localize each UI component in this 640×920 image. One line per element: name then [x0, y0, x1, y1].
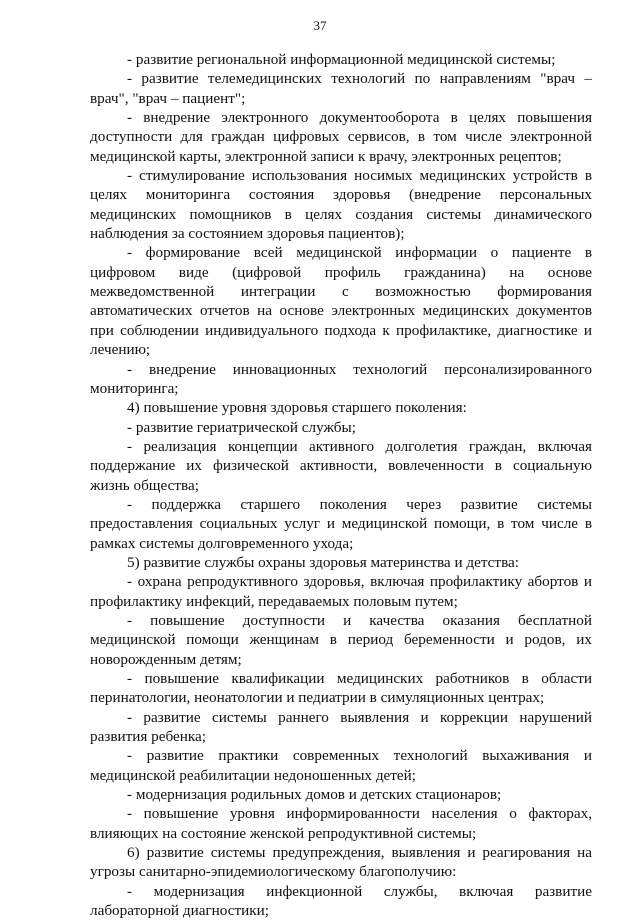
paragraph: - реализация концепции активного долголетия граждан, включая поддержание их физической активности, вовлеченности в социальную жизнь общества;	[90, 437, 592, 494]
paragraph: - развитие практики современных технологий выхаживания и медицинской реабилитации недоношенных детей;	[90, 747, 592, 784]
paragraph: - внедрение электронного документооборота в целях повышения доступности для граждан цифровых сервисов, в том числе электронной медицинской карты, электронной записи к врачу, электронных рецептов;	[90, 109, 592, 165]
paragraph: - стимулирование использования носимых медицинских устройств в целях мониторинга состояния здоровья (внедрение персональных медицинских помощников в целях создания системы динамического наблюдения за состоянием здоровья пациентов);	[90, 167, 592, 243]
paragraph: - развитие системы раннего выявления и коррекции нарушений развития ребенка;	[90, 708, 592, 746]
paragraph: - повышение доступности и качества оказания бесплатной медицинской помощи женщинам в период беременности и родов, их новорожденным детям;	[90, 611, 592, 668]
paragraph: - внедрение инновационных технологий персонализированного мониторинга;	[90, 360, 592, 397]
section-heading: 6) развитие системы предупреждения, выявления и реагирования на угрозы санитарно-эпидемиологическому благополучию:	[90, 844, 592, 881]
paragraph: - модернизация родильных домов и детских стационаров;	[127, 786, 502, 804]
section-heading: 4) повышение уровня здоровья старшего поколения:	[127, 399, 467, 417]
paragraph: - развитие гериатрической службы;	[127, 418, 356, 436]
page-number: 37	[313, 18, 327, 33]
paragraph: - развитие региональной информационной медицинской системы;	[127, 51, 556, 68]
section-heading: 5) развитие службы охраны здоровья материнства и детства:	[127, 553, 519, 571]
paragraph: - формирование всей медицинской информации о пациенте в цифровом виде (цифровой профиль гражданина) на основе межведомственной интеграции с возможностью формирования автоматических отчетов на основе электронных медицинских документов при соблюдении индивидуального подхода к профилактике, диагностике и лечению;	[90, 244, 592, 359]
paragraph: - модернизация инфекционной службы, включая развитие лабораторной диагностики;	[90, 882, 592, 920]
paragraph: - повышение квалификации медицинских работников в области перинатологии, неонатологии и педиатрии в симуляционных центрах;	[90, 670, 592, 707]
paragraph: - поддержка старшего поколения через развитие системы предоставления социальных услуг и медицинской помощи, в том числе в рамках системы долговременного ухода;	[90, 495, 592, 552]
paragraph: - развитие телемедицинских технологий по направлениям "врач – врач", "врач – пациент";	[90, 70, 592, 107]
paragraph: - повышение уровня информированности населения о факторах, влияющих на состояние женской репродуктивной системы;	[90, 805, 592, 842]
paragraph: - охрана репродуктивного здоровья, включая профилактику абортов и профилактику инфекций, передаваемых половым путем;	[90, 573, 592, 610]
document-body	[90, 50, 592, 920]
